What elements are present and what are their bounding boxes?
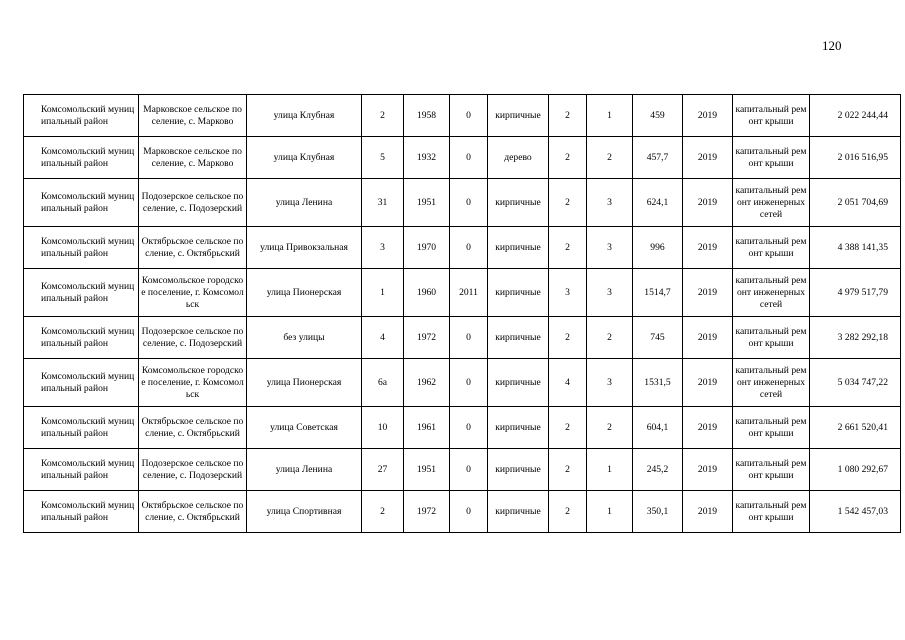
cell-settlement: Комсомольское городское поселение, г. Комсомольск — [139, 269, 247, 317]
cell-material: кирпичные — [488, 317, 549, 359]
cell-floors: 2 — [549, 179, 587, 227]
cell-cost: 3 282 292,18 — [810, 317, 901, 359]
cell-district: Комсомольский муниципальный район — [24, 137, 139, 179]
cell-entrances: 3 — [587, 269, 633, 317]
cell-cost: 2 016 516,95 — [810, 137, 901, 179]
cell-house: 2 — [362, 95, 404, 137]
cell-year-overhaul: 0 — [450, 359, 488, 407]
cell-area: 624,1 — [633, 179, 683, 227]
cell-house: 27 — [362, 449, 404, 491]
cell-work-type: капитальный ремонт крыши — [733, 449, 810, 491]
cell-cost: 1 080 292,67 — [810, 449, 901, 491]
cell-area: 604,1 — [633, 407, 683, 449]
cell-material: кирпичные — [488, 359, 549, 407]
cell-plan-year: 2019 — [683, 179, 733, 227]
cell-plan-year: 2019 — [683, 227, 733, 269]
cell-floors: 2 — [549, 317, 587, 359]
cell-work-type: капитальный ремонт инженерных сетей — [733, 359, 810, 407]
cell-entrances: 2 — [587, 407, 633, 449]
table-row — [24, 95, 901, 137]
cell-district: Комсомольский муниципальный район — [24, 95, 139, 137]
cell-street: улица Клубная — [247, 95, 362, 137]
cell-street: улица Клубная — [247, 137, 362, 179]
cell-year-built: 1951 — [404, 179, 450, 227]
cell-area: 245,2 — [633, 449, 683, 491]
cell-area: 745 — [633, 317, 683, 359]
cell-year-overhaul: 0 — [450, 449, 488, 491]
table-row — [24, 491, 901, 533]
cell-floors: 2 — [549, 491, 587, 533]
table-row — [24, 269, 901, 317]
cell-street: без улицы — [247, 317, 362, 359]
cell-cost: 5 034 747,22 — [810, 359, 901, 407]
cell-floors: 2 — [549, 449, 587, 491]
table-row — [24, 137, 901, 179]
cell-settlement: Марковское сельское поселение, с. Марково — [139, 137, 247, 179]
table-row — [24, 179, 901, 227]
cell-settlement: Подозерское сельское поселение, с. Подозерский — [139, 449, 247, 491]
cell-entrances: 1 — [587, 449, 633, 491]
cell-street: улица Ленина — [247, 449, 362, 491]
cell-street: улица Пионерская — [247, 269, 362, 317]
cell-district: Комсомольский муниципальный район — [24, 227, 139, 269]
cell-year-overhaul: 2011 — [450, 269, 488, 317]
cell-district: Комсомольский муниципальный район — [24, 269, 139, 317]
cell-year-built: 1961 — [404, 407, 450, 449]
cell-year-overhaul: 0 — [450, 491, 488, 533]
cell-plan-year: 2019 — [683, 359, 733, 407]
cell-plan-year: 2019 — [683, 137, 733, 179]
cell-plan-year: 2019 — [683, 449, 733, 491]
page-number: 120 — [822, 38, 842, 53]
cell-settlement: Октябрьское сельское посление, с. Октябрьский — [139, 407, 247, 449]
cell-material: кирпичные — [488, 179, 549, 227]
cell-year-overhaul: 0 — [450, 227, 488, 269]
cell-house: 5 — [362, 137, 404, 179]
cell-floors: 2 — [549, 95, 587, 137]
cell-area: 1514,7 — [633, 269, 683, 317]
cell-house: 2 — [362, 491, 404, 533]
cell-work-type: капитальный ремонт крыши — [733, 137, 810, 179]
cell-settlement: Подозерское сельское поселение, с. Подозерский — [139, 179, 247, 227]
cell-cost: 2 051 704,69 — [810, 179, 901, 227]
cell-settlement: Подозерское сельское поселение, с. Подозерский — [139, 317, 247, 359]
cell-material: кирпичные — [488, 227, 549, 269]
table-row — [24, 407, 901, 449]
cell-year-overhaul: 0 — [450, 95, 488, 137]
cell-work-type: капитальный ремонт крыши — [733, 317, 810, 359]
cell-work-type: капитальный ремонт крыши — [733, 491, 810, 533]
housing-table — [23, 94, 901, 533]
cell-entrances: 2 — [587, 137, 633, 179]
cell-settlement: Октябрьское сельское посление, с. Октябрьский — [139, 227, 247, 269]
cell-material: кирпичные — [488, 95, 549, 137]
cell-house: 10 — [362, 407, 404, 449]
cell-cost: 2 022 244,44 — [810, 95, 901, 137]
cell-material: кирпичные — [488, 269, 549, 317]
cell-material: кирпичные — [488, 449, 549, 491]
cell-street: улица Пионерская — [247, 359, 362, 407]
cell-entrances: 3 — [587, 359, 633, 407]
cell-house: 4 — [362, 317, 404, 359]
cell-settlement: Марковское сельское поселение, с. Марково — [139, 95, 247, 137]
cell-entrances: 2 — [587, 317, 633, 359]
cell-year-built: 1972 — [404, 491, 450, 533]
cell-cost: 1 542 457,03 — [810, 491, 901, 533]
cell-year-built: 1972 — [404, 317, 450, 359]
cell-plan-year: 2019 — [683, 317, 733, 359]
cell-year-built: 1970 — [404, 227, 450, 269]
cell-entrances: 3 — [587, 179, 633, 227]
cell-cost: 4 388 141,35 — [810, 227, 901, 269]
cell-plan-year: 2019 — [683, 269, 733, 317]
cell-work-type: капитальный ремонт крыши — [733, 227, 810, 269]
cell-floors: 4 — [549, 359, 587, 407]
cell-plan-year: 2019 — [683, 407, 733, 449]
cell-year-overhaul: 0 — [450, 137, 488, 179]
table-row — [24, 359, 901, 407]
cell-floors: 2 — [549, 407, 587, 449]
cell-district: Комсомольский муниципальный район — [24, 317, 139, 359]
cell-year-overhaul: 0 — [450, 179, 488, 227]
cell-year-overhaul: 0 — [450, 407, 488, 449]
cell-year-built: 1962 — [404, 359, 450, 407]
cell-district: Комсомольский муниципальный район — [24, 491, 139, 533]
cell-year-built: 1932 — [404, 137, 450, 179]
cell-floors: 2 — [549, 227, 587, 269]
cell-entrances: 1 — [587, 95, 633, 137]
cell-material: кирпичные — [488, 407, 549, 449]
cell-street: улица Ленина — [247, 179, 362, 227]
cell-year-built: 1958 — [404, 95, 450, 137]
cell-house: 31 — [362, 179, 404, 227]
cell-district: Комсомольский муниципальный район — [24, 179, 139, 227]
cell-settlement: Октябрьское сельское посление, с. Октябрьский — [139, 491, 247, 533]
cell-floors: 2 — [549, 137, 587, 179]
cell-plan-year: 2019 — [683, 491, 733, 533]
cell-year-overhaul: 0 — [450, 317, 488, 359]
cell-work-type: капитальный ремонт инженерных сетей — [733, 179, 810, 227]
table-row — [24, 449, 901, 491]
cell-street: улица Советская — [247, 407, 362, 449]
cell-work-type: капитальный ремонт инженерных сетей — [733, 269, 810, 317]
cell-settlement: Комсомольское городское поселение, г. Комсомольск — [139, 359, 247, 407]
cell-plan-year: 2019 — [683, 95, 733, 137]
cell-entrances: 3 — [587, 227, 633, 269]
cell-material: кирпичные — [488, 491, 549, 533]
cell-area: 996 — [633, 227, 683, 269]
cell-house: 6а — [362, 359, 404, 407]
cell-house: 1 — [362, 269, 404, 317]
cell-street: улица Привокзальная — [247, 227, 362, 269]
cell-work-type: капитальный ремонт крыши — [733, 407, 810, 449]
cell-district: Комсомольский муниципальный район — [24, 407, 139, 449]
table-row — [24, 317, 901, 359]
cell-entrances: 1 — [587, 491, 633, 533]
cell-cost: 2 661 520,41 — [810, 407, 901, 449]
cell-district: Комсомольский муниципальный район — [24, 359, 139, 407]
cell-house: 3 — [362, 227, 404, 269]
cell-area: 457,7 — [633, 137, 683, 179]
cell-area: 1531,5 — [633, 359, 683, 407]
table-row — [24, 227, 901, 269]
cell-material: дерево — [488, 137, 549, 179]
cell-cost: 4 979 517,79 — [810, 269, 901, 317]
cell-area: 459 — [633, 95, 683, 137]
cell-area: 350,1 — [633, 491, 683, 533]
cell-year-built: 1960 — [404, 269, 450, 317]
cell-floors: 3 — [549, 269, 587, 317]
cell-street: улица Спортивная — [247, 491, 362, 533]
cell-work-type: капитальный ремонт крыши — [733, 95, 810, 137]
cell-year-built: 1951 — [404, 449, 450, 491]
cell-district: Комсомольский муниципальный район — [24, 449, 139, 491]
